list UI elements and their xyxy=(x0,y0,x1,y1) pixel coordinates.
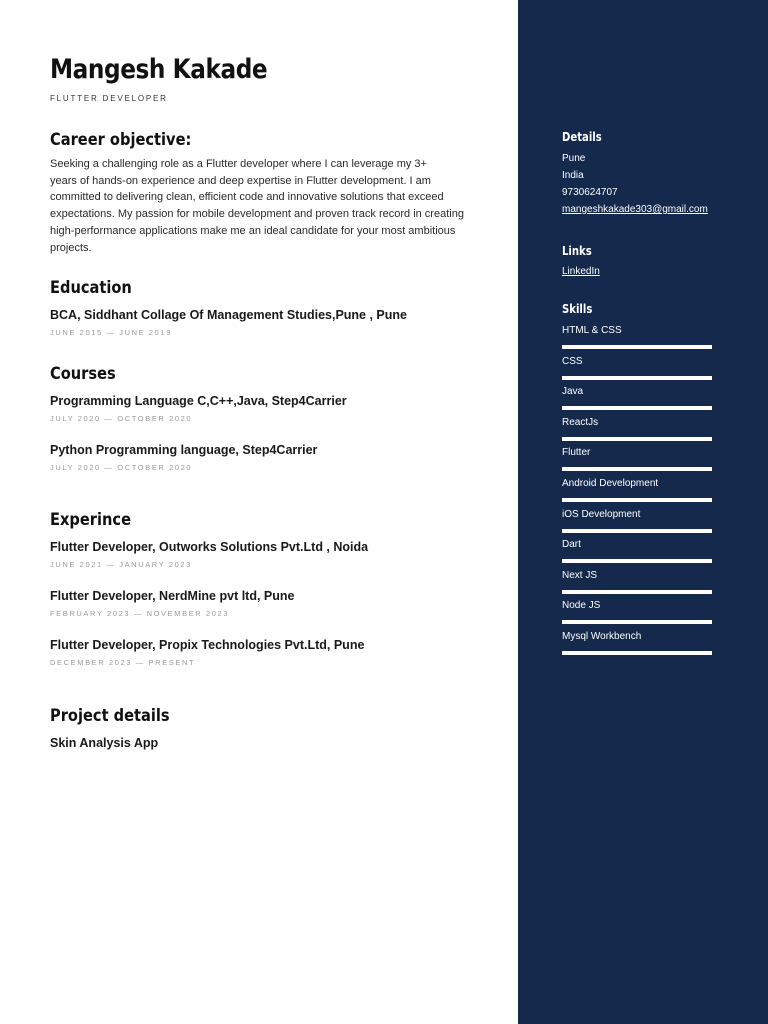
skill-level-bar xyxy=(562,590,712,594)
skill-level-fill xyxy=(562,376,712,380)
skills-heading: Skills xyxy=(562,302,593,316)
skill-name: ReactJs xyxy=(562,416,599,428)
experience-entry-date: FEBRUARY 2023 — NOVEMBER 2023 xyxy=(50,609,230,618)
skill-level-bar xyxy=(562,345,712,349)
projects-section xyxy=(50,706,189,726)
experience-entry-title: Flutter Developer, NerdMine pvt ltd, Pune xyxy=(50,589,295,603)
objective-line: high-performance applications make me an ideal candidate for your most ambitious xyxy=(50,224,456,237)
skill-level-bar xyxy=(562,376,712,380)
skill-level-fill xyxy=(562,620,712,624)
skill-level-bar xyxy=(562,498,712,502)
objective-line: committed to delivering clean, efficient code and innovative solutions that exceed xyxy=(50,191,444,204)
education-entry-date: JUNE 2015 — JUNE 2019 xyxy=(50,328,172,337)
skill-level-bar xyxy=(562,406,712,410)
project-entry-title: Skin Analysis App xyxy=(50,736,159,750)
skill-level-bar xyxy=(562,559,712,563)
objective-heading: Career objective: xyxy=(50,130,192,150)
courses-heading: Courses xyxy=(50,364,116,384)
experience-section xyxy=(50,510,144,530)
skill-name: Dart xyxy=(562,539,581,551)
experience-entry xyxy=(50,589,294,618)
skill-level-bar xyxy=(562,467,712,471)
education-entry xyxy=(50,308,407,337)
skill-item xyxy=(562,325,712,336)
skill-level-fill xyxy=(562,559,712,563)
experience-entry xyxy=(50,638,364,667)
skill-level-bar xyxy=(562,651,712,655)
skill-level-bar xyxy=(562,529,712,533)
skill-level-fill xyxy=(562,437,712,441)
skill-item xyxy=(562,478,712,489)
skill-name: Android Development xyxy=(562,478,659,489)
skill-name: Node JS xyxy=(562,600,601,612)
skill-level-fill xyxy=(562,467,712,471)
course-entry-date: JULY 2020 — OCTOBER 2020 xyxy=(50,414,193,423)
projects-heading: Project details xyxy=(50,706,170,726)
experience-entry-title: Flutter Developer, Outworks Solutions Pvt.Ltd , Noida xyxy=(50,540,369,554)
skill-level-fill xyxy=(562,406,712,410)
education-section xyxy=(50,278,145,298)
course-entry-title: Python Programming language, Step4Carrier xyxy=(50,443,318,457)
objective-section xyxy=(50,130,495,256)
sidebar xyxy=(518,0,768,1024)
skill-level-fill xyxy=(562,651,712,655)
skill-name: Next JS xyxy=(562,569,598,581)
skill-item xyxy=(562,600,712,611)
experience-entry xyxy=(50,540,368,569)
detail-country: India xyxy=(562,170,584,181)
experience-entry-title: Flutter Developer, Propix Technologies Pvt.Ltd, Pune xyxy=(50,638,365,652)
skill-item xyxy=(562,417,712,428)
main-column xyxy=(50,50,490,103)
skill-name: Java xyxy=(562,386,584,398)
project-entry xyxy=(50,736,158,750)
details-heading: Details xyxy=(562,130,602,144)
skill-level-fill xyxy=(562,590,712,594)
skill-item xyxy=(562,386,712,397)
skill-name: Mysql Workbench xyxy=(562,631,642,642)
education-entry-title: BCA, Siddhant Collage Of Management Studies,Pune , Pune xyxy=(50,308,407,322)
job-role: FLUTTER DEVELOPER xyxy=(50,94,168,103)
skill-level-bar xyxy=(562,620,712,624)
linkedin-link[interactable]: LinkedIn xyxy=(562,266,600,277)
skill-level-fill xyxy=(562,529,712,533)
experience-entry-date: DECEMBER 2023 — PRESENT xyxy=(50,658,196,667)
candidate-name: Mangesh Kakade xyxy=(50,54,268,85)
courses-section xyxy=(50,364,126,384)
objective-line: expectations. My passion for mobile development and proven track record in creating xyxy=(50,208,464,221)
skill-item xyxy=(562,509,712,520)
education-heading: Education xyxy=(50,278,132,298)
email-link[interactable]: mangeshkakade303@gmail.com xyxy=(562,204,708,215)
experience-entry-date: JUNE 2021 — JANUARY 2023 xyxy=(50,560,192,569)
objective-line: projects. xyxy=(50,241,92,254)
skill-item xyxy=(562,631,712,642)
course-entry xyxy=(50,394,347,423)
detail-city: Pune xyxy=(562,153,586,164)
links-heading: Links xyxy=(562,244,592,258)
skill-level-fill xyxy=(562,498,712,502)
skill-name: CSS xyxy=(562,355,583,367)
skill-item xyxy=(562,539,712,550)
skill-item xyxy=(562,570,712,581)
course-entry xyxy=(50,443,317,472)
skill-name: iOS Development xyxy=(562,508,641,520)
skill-item xyxy=(562,356,712,367)
skill-item xyxy=(562,447,712,458)
course-entry-title: Programming Language C,C++,Java, Step4Carrier xyxy=(50,394,347,408)
objective-text xyxy=(50,156,495,256)
objective-line: years of hands-on experience and deep expertise in Flutter development. I am xyxy=(50,174,431,187)
skill-level-bar xyxy=(562,437,712,441)
skill-name: Flutter xyxy=(562,447,591,459)
experience-heading: Experince xyxy=(50,510,132,530)
objective-line: Seeking a challenging role as a Flutter developer where I can leverage my 3+ xyxy=(50,158,427,170)
skill-level-fill xyxy=(562,345,712,349)
course-entry-date: JULY 2020 — OCTOBER 2020 xyxy=(50,463,193,472)
detail-phone: 9730624707 xyxy=(562,187,618,198)
skill-name: HTML & CSS xyxy=(562,325,622,336)
